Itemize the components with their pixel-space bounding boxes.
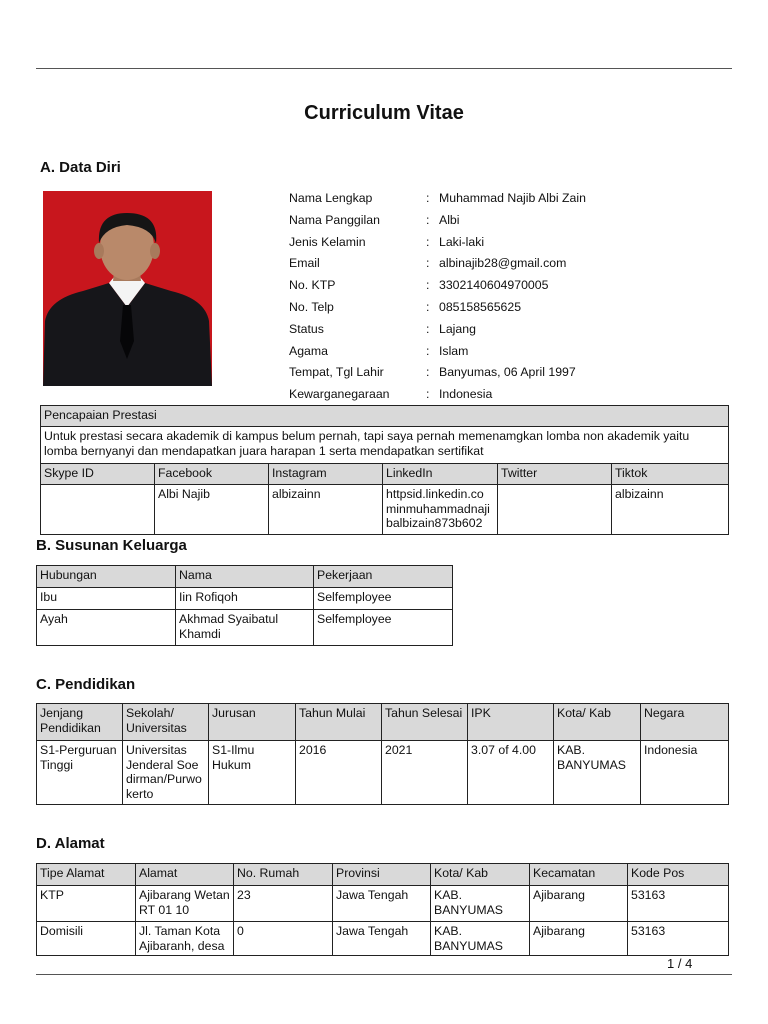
- info-value: 085158565625: [439, 299, 522, 314]
- address-cell: 53163: [628, 886, 729, 922]
- table-row: [37, 588, 453, 610]
- family-cell: Iin Rofiqoh: [176, 588, 314, 610]
- family-header-pekerjaan: Pekerjaan: [314, 566, 453, 588]
- info-label: Jenis Kelamin: [289, 234, 366, 249]
- achievements-text: Untuk prestasi secara akademik di kampus belum pernah, tapi saya pernah memenamgkan lomba non akademik yaitu lomba bernyanyi dan mendapatkan juara harapan 1 serta mendapatkan sertifikat: [41, 427, 729, 464]
- section-heading-keluarga: B. Susunan Keluarga: [36, 537, 187, 554]
- education-cell: S1-Perguruan Tinggi: [37, 741, 123, 805]
- family-header-hubungan: Hubungan: [37, 566, 176, 588]
- address-cell: Ajibarang: [530, 922, 628, 956]
- address-cell: KAB. BANYUMAS: [431, 886, 530, 922]
- info-label: Nama Panggilan: [289, 212, 380, 227]
- education-header-jenjang: Jenjang Pendidikan: [37, 704, 123, 741]
- family-header-row: [37, 566, 453, 588]
- info-value: Indonesia: [439, 387, 493, 402]
- achievements-social-table: [40, 405, 729, 535]
- education-header-tahun-selesai: Tahun Selesai: [382, 704, 468, 741]
- info-row-agama: [289, 343, 729, 365]
- info-value: Banyumas, 06 April 1997: [439, 365, 576, 380]
- address-cell: Jawa Tengah: [333, 922, 431, 956]
- education-cell: 3.07 of 4.00: [468, 741, 554, 805]
- social-value-tiktok: albizainn: [612, 485, 729, 535]
- info-colon: :: [426, 256, 430, 271]
- info-row-no-ktp: [289, 277, 729, 299]
- info-colon: :: [426, 278, 430, 293]
- social-value-instagram: albizainn: [269, 485, 383, 535]
- document-title: Curriculum Vitae: [304, 102, 464, 124]
- info-label: Nama Lengkap: [289, 191, 373, 205]
- info-value: albinajib28@gmail.com: [439, 256, 567, 271]
- social-header-linkedin: LinkedIn: [383, 464, 498, 485]
- info-label: Tempat, Tgl Lahir: [289, 365, 384, 380]
- address-cell: Ajibarang Wetan RT 01 10: [136, 886, 234, 922]
- info-label: Status: [289, 321, 324, 336]
- section-heading-alamat: D. Alamat: [36, 835, 105, 852]
- social-value-facebook: Albi Najib: [155, 485, 269, 535]
- education-cell: KAB. BANYUMAS: [554, 741, 641, 805]
- bottom-rule: [36, 974, 732, 975]
- address-cell: Ajibarang: [530, 886, 628, 922]
- info-colon: :: [426, 234, 430, 249]
- education-cell: Universitas Jenderal Soe dirman/Purwo kerto: [123, 741, 209, 805]
- info-label: No. Telp: [289, 299, 334, 314]
- info-colon: :: [426, 343, 430, 358]
- page-number: 1 / 4: [667, 956, 693, 971]
- address-cell: 0: [234, 922, 333, 956]
- profile-photo: [43, 191, 212, 386]
- education-header-negara: Negara: [641, 704, 729, 741]
- address-cell: KAB. BANYUMAS: [431, 922, 530, 956]
- education-header-jurusan: Jurusan: [209, 704, 296, 741]
- info-colon: :: [426, 191, 430, 205]
- info-row-nama-panggilan: [289, 212, 729, 234]
- social-value-skype: [41, 485, 155, 535]
- info-label: Kewarganegaraan: [289, 387, 390, 402]
- address-cell: Jawa Tengah: [333, 886, 431, 922]
- education-cell: 2021: [382, 741, 468, 805]
- education-cell: Indonesia: [641, 741, 729, 805]
- social-value-twitter: [498, 485, 612, 535]
- education-header-row: [37, 704, 729, 741]
- family-header-nama: Nama: [176, 566, 314, 588]
- address-header-alamat: Alamat: [136, 864, 234, 886]
- achievements-text-row: [41, 427, 729, 464]
- address-cell: Domisili: [37, 922, 136, 956]
- family-cell: Ayah: [37, 610, 176, 646]
- info-label: Email: [289, 256, 320, 271]
- address-header-kode-pos: Kode Pos: [628, 864, 729, 886]
- social-header-row: [41, 464, 729, 485]
- info-row-tempat-tgl-lahir: [289, 364, 729, 386]
- family-cell: Akhmad Syaibatul Khamdi: [176, 610, 314, 646]
- social-header-skype: Skype ID: [41, 464, 155, 485]
- info-value: Albi: [439, 212, 460, 227]
- social-header-facebook: Facebook: [155, 464, 269, 485]
- info-row-email: [289, 255, 729, 277]
- info-value: Laki-laki: [439, 234, 485, 249]
- education-header-kota-kab: Kota/ Kab: [554, 704, 641, 741]
- info-colon: :: [426, 212, 430, 227]
- family-cell: Ibu: [37, 588, 176, 610]
- info-value: Islam: [439, 343, 469, 358]
- table-row: [37, 886, 729, 922]
- education-header-sekolah: Sekolah/ Universitas: [123, 704, 209, 741]
- address-header-kota-kab: Kota/ Kab: [431, 864, 530, 886]
- address-cell: 53163: [628, 922, 729, 956]
- family-cell: Selfemployee: [314, 588, 453, 610]
- social-value-linkedin: httpsid.linkedin.co minmuhammadnaji balbizain873b602: [383, 485, 498, 535]
- info-colon: :: [426, 321, 430, 336]
- education-header-tahun-mulai: Tahun Mulai: [296, 704, 382, 741]
- address-table: [36, 863, 729, 956]
- table-row: [37, 610, 453, 646]
- section-heading-pendidikan: C. Pendidikan: [36, 676, 136, 693]
- achievements-header: Pencapaian Prestasi: [41, 406, 729, 427]
- education-header-ipk: IPK: [468, 704, 554, 741]
- family-table: [36, 565, 453, 646]
- address-header-provinsi: Provinsi: [333, 864, 431, 886]
- info-row-jenis-kelamin: [289, 234, 729, 256]
- social-header-twitter: Twitter: [498, 464, 612, 485]
- section-heading-data-diri: A. Data Diri: [40, 159, 121, 176]
- family-cell: Selfemployee: [314, 610, 453, 646]
- social-values-row: [41, 485, 729, 535]
- achievements-header-row: [41, 406, 729, 427]
- info-colon: :: [426, 365, 430, 380]
- info-label: Agama: [289, 343, 328, 358]
- education-cell: 2016: [296, 741, 382, 805]
- social-header-tiktok: Tiktok: [612, 464, 729, 485]
- address-header-no-rumah: No. Rumah: [234, 864, 333, 886]
- table-row: [37, 741, 729, 805]
- education-table: [36, 703, 729, 805]
- education-cell: S1-Ilmu Hukum: [209, 741, 296, 805]
- info-value: 3302140604970005: [439, 278, 549, 293]
- top-rule: [36, 68, 732, 69]
- info-value: Lajang: [439, 321, 476, 336]
- info-row-status: [289, 321, 729, 343]
- info-row-nama-lengkap: [289, 190, 729, 212]
- address-cell: Jl. Taman Kota Ajibaranh, desa: [136, 922, 234, 956]
- info-label: No. KTP: [289, 278, 336, 293]
- address-header-row: [37, 864, 729, 886]
- info-colon: :: [426, 387, 430, 402]
- address-cell: 23: [234, 886, 333, 922]
- info-value: Muhammad Najib Albi Zain: [439, 191, 586, 205]
- personal-info-list: [289, 190, 729, 408]
- table-row: [37, 922, 729, 956]
- address-header-kecamatan: Kecamatan: [530, 864, 628, 886]
- info-colon: :: [426, 299, 430, 314]
- address-cell: KTP: [37, 886, 136, 922]
- social-header-instagram: Instagram: [269, 464, 383, 485]
- address-header-tipe: Tipe Alamat: [37, 864, 136, 886]
- info-row-no-telp: [289, 299, 729, 321]
